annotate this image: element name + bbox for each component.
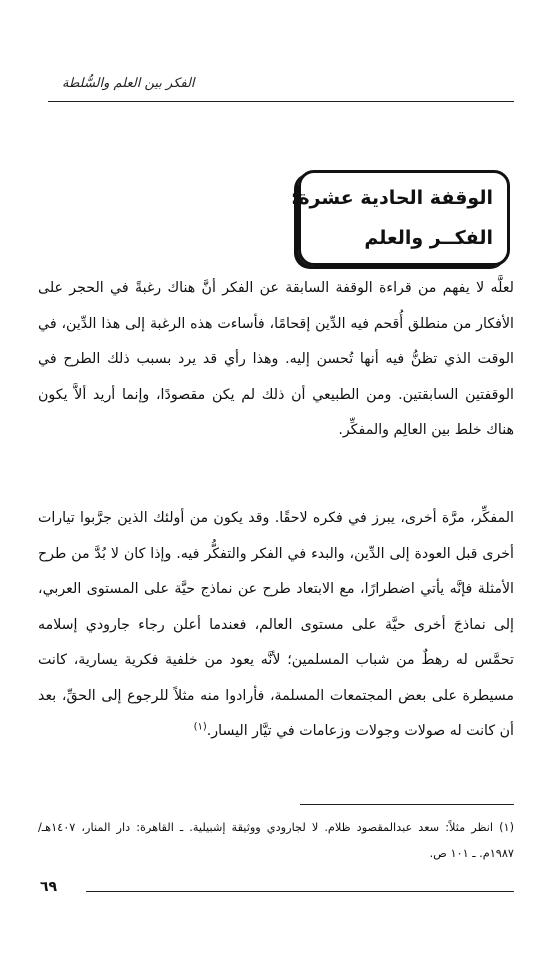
footer-rule	[86, 891, 514, 892]
footnote-reference[interactable]: (١)	[193, 721, 207, 733]
header-rule	[48, 101, 514, 102]
section-subtitle: الفكــر والعلم	[364, 227, 493, 249]
body-paragraph-2	[38, 501, 514, 750]
footnote-text: (١) انظر مثلاً: سعد عبدالمقصود ظلام. لا لجارودي ووثيقة إشبيلية. ـ القاهرة: دار المنار، ١٤٠٧هـ/ ١٩٨٧م. ـ ١٠١ ص.	[38, 821, 514, 860]
section-title: الوقفة الحادية عشرة:	[290, 187, 493, 209]
running-header-title: الفكر بين العلم والسُّلطة	[62, 76, 195, 91]
section-heading-box	[290, 170, 510, 266]
body-paragraph-1	[38, 271, 514, 449]
footnote-rule	[300, 804, 514, 805]
paragraph-2-text: المفكِّر، مرَّة أخرى، يبرز في فكره لاحقًا. وقد يكون من أولئك الذين جرَّبوا تيارات أخرى قبل العودة إلى الدِّين، والبدء في الفكر والتفكُّر فيه. وإذا كان لا بُدَّ من طرح الأمثلة فإنَّه يأتي اضطرارًا، مع الابتعاد طرح عن نماذج حيَّة على المستوى العربي، إلى نماذجَ أخرى حيَّة على مستوى العالم، فعندما أعلن رجاء جارودي إسلامه تحمَّس له رهطٌ من شباب المسلمين؛ لأنَّه يعود من خلفية فكرية يسارية، كانت مسيطرة على بعض المجتمعات المسلمة، فأرادوا منه مثلاً للرجوع إلى الحقِّ، بعد أن كانت له صولات وجولات وزعامات في تيَّار اليسار.	[38, 510, 514, 739]
paragraph-1-text: لعلَّه لا يفهم من قراءة الوقفة السابقة عن الفكر أنَّ هناك رغبةً في الحجر على الأفكار من منطلق أُقحم فيه الدِّين إقحامًا، فأساءت هذه الرغبة إلى هذا الدِّين، في الوقت الذي تظنُّ فيه أنها تُحسن إليه. وهذا رأي قد يرد بسبب ذلك الطرح في الوقفتين السابقتين. ومن الطبيعي أن ذلك لم يكن مقصودًا، وإنما أريد ألاَّ يكون هناك خلط بين العالِم والمفكِّر.	[38, 280, 514, 438]
page-number: ٦٩	[40, 879, 58, 895]
